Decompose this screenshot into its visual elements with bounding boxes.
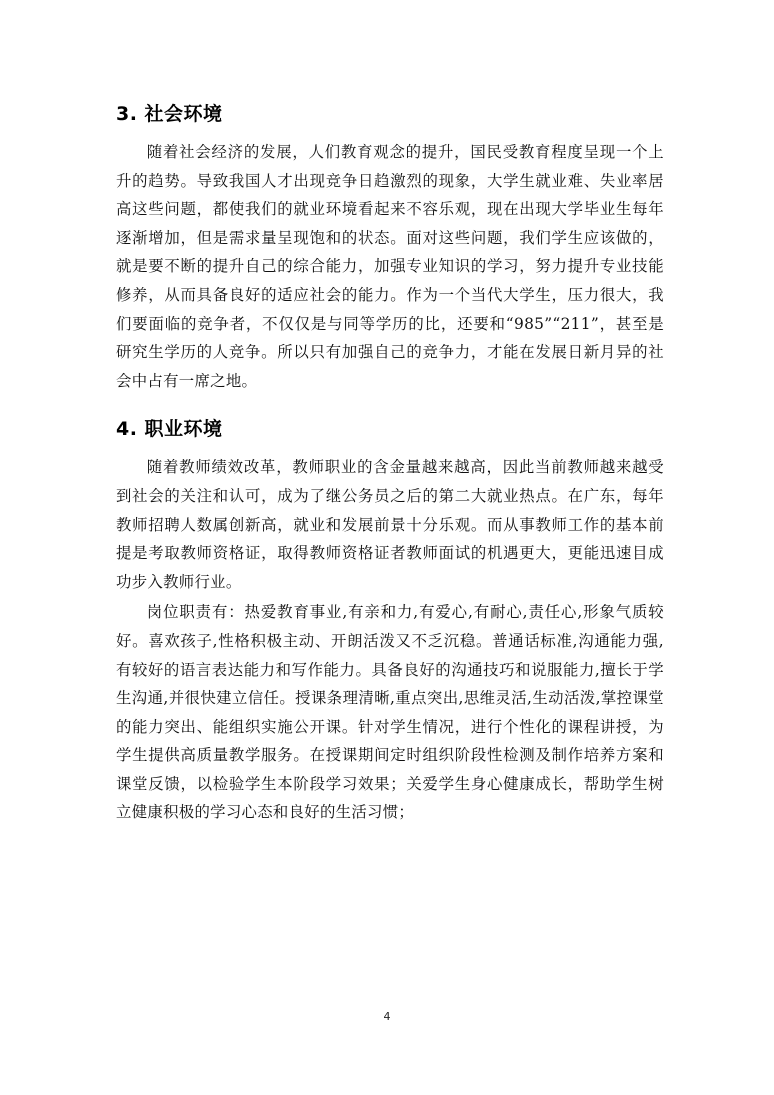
section-body <box>116 138 664 395</box>
page-number: 4 <box>383 1010 391 1023</box>
paragraph: 岗位职责有：热爱教育事业,有亲和力,有爱心,有耐心,责任心,形象气质较好。喜欢孩子,性格积极主动、开朗活泼又不乏沉稳。普通话标准,沟通能力强,有较好的语言表达能力和写作能力。具备良好的沟通技巧和说服能力,擅长于学生沟通,并很快建立信任。授课条理清晰,重点突出,思维灵活,生动活泼,掌控课堂的能力突出、能组织实施公开课。针对学生情况，进行个性化的课程讲授，为学生提供高质量教学服务。在授课期间定时组织阶段性检测及制作培养方案和课堂反馈，以检验学生本阶段学习效果；关爱学生身心健康成长，帮助学生树立健康积极的学习心态和良好的生活习惯； <box>116 603 664 822</box>
section-career-environment <box>116 415 664 827</box>
paragraph: 随着教师绩效改革，教师职业的含金量越来越高，因此当前教师越来越受到社会的关注和认可，成为了继公务员之后的第二大就业热点。在广东，每年教师招聘人数属创新高，就业和发展前景十分乐观。而从事教师工作的基本前提是考取教师资格证，取得教师资格证者教师面试的机遇更大，更能迅速目成功步入教师行业。 <box>116 458 664 591</box>
page-content <box>116 96 664 827</box>
section-body <box>116 453 664 827</box>
paragraph: 随着社会经济的发展，人们教育观念的提升，国民受教育程度呈现一个上升的趋势。导致我国人才出现竞争日趋激烈的现象，大学生就业难、失业率居高这些问题，都使我们的就业环境看起来不容乐观，现在出现大学毕业生每年逐渐增加，但是需求量呈现饱和的状态。面对这些问题，我们学生应该做的，就是要不断的提升自己的综合能力，加强专业知识的学习，努力提升专业技能修养，从而具备良好的适应社会的能力。作为一个当代大学生，压力很大，我们要面临的竞争者，不仅仅是与同等学历的比，还要和“985”“211”，甚至是研究生学历的人竞争。所以只有加强自己的竞争力，才能在发展日新月异的社会中占有一席之地。 <box>116 143 664 390</box>
section-heading: 3. 社会环境 <box>116 103 223 125</box>
section-social-environment <box>116 100 664 395</box>
section-heading: 4. 职业环境 <box>116 418 223 441</box>
